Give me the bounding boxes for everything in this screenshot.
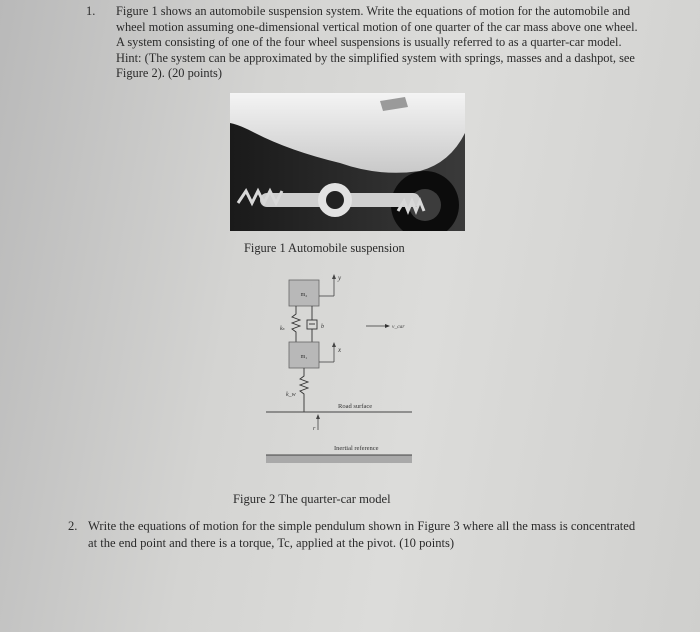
suspension-photo-illustration [230,93,465,231]
quarter-car-model-svg [262,272,422,472]
road-surface-label: Road surface [338,403,373,410]
r-label: r [313,426,316,432]
figure-1-caption: Figure 1 Automobile suspension [244,241,405,255]
question-2-number: 2. [68,519,78,533]
y-label: y [338,274,342,282]
figure-1-photo [230,93,465,231]
x-label: x [338,346,342,354]
inertial-reference-ground [266,455,412,463]
question-1-text: Figure 1 shows an automobile suspension system. Write the equations of motion for the automobile and wheel motion assuming one-dimensional vertical motion of one quarter of the car mass above one wheel. A system consisting of one of the four wheel suspensions is usually referred to as a quarter-car model. Hint: (The system can be approximated by the simplified system with springs, masses and a dashpot, see Figure 2). (20 points) [116,4,638,81]
spring-kw [300,368,308,412]
question-1-number: 1. [86,4,96,18]
b-label: b [321,324,324,330]
figure-2-caption: Figure 2 The quarter-car model [233,492,391,506]
mass-m2-label: m₂ [300,292,308,298]
question-2 [68,518,643,552]
question-1 [88,4,648,82]
question-2-text: Write the equations of motion for the simple pendulum shown in Figure 3 where all the mass is concentrated at the end point and there is a torque, Tc, applied at the pivot. (10 points) [88,519,636,550]
mass-m1-label: m₁ [300,354,308,360]
kw-label: k_w [286,392,296,398]
dashpot-b [307,320,317,329]
figure-2-diagram [262,272,422,472]
inertial-reference-label: Inertial reference [334,445,379,452]
ks-label: kₛ [280,326,285,332]
vcar-label: v_car [392,324,405,330]
spring-ks [292,306,300,342]
